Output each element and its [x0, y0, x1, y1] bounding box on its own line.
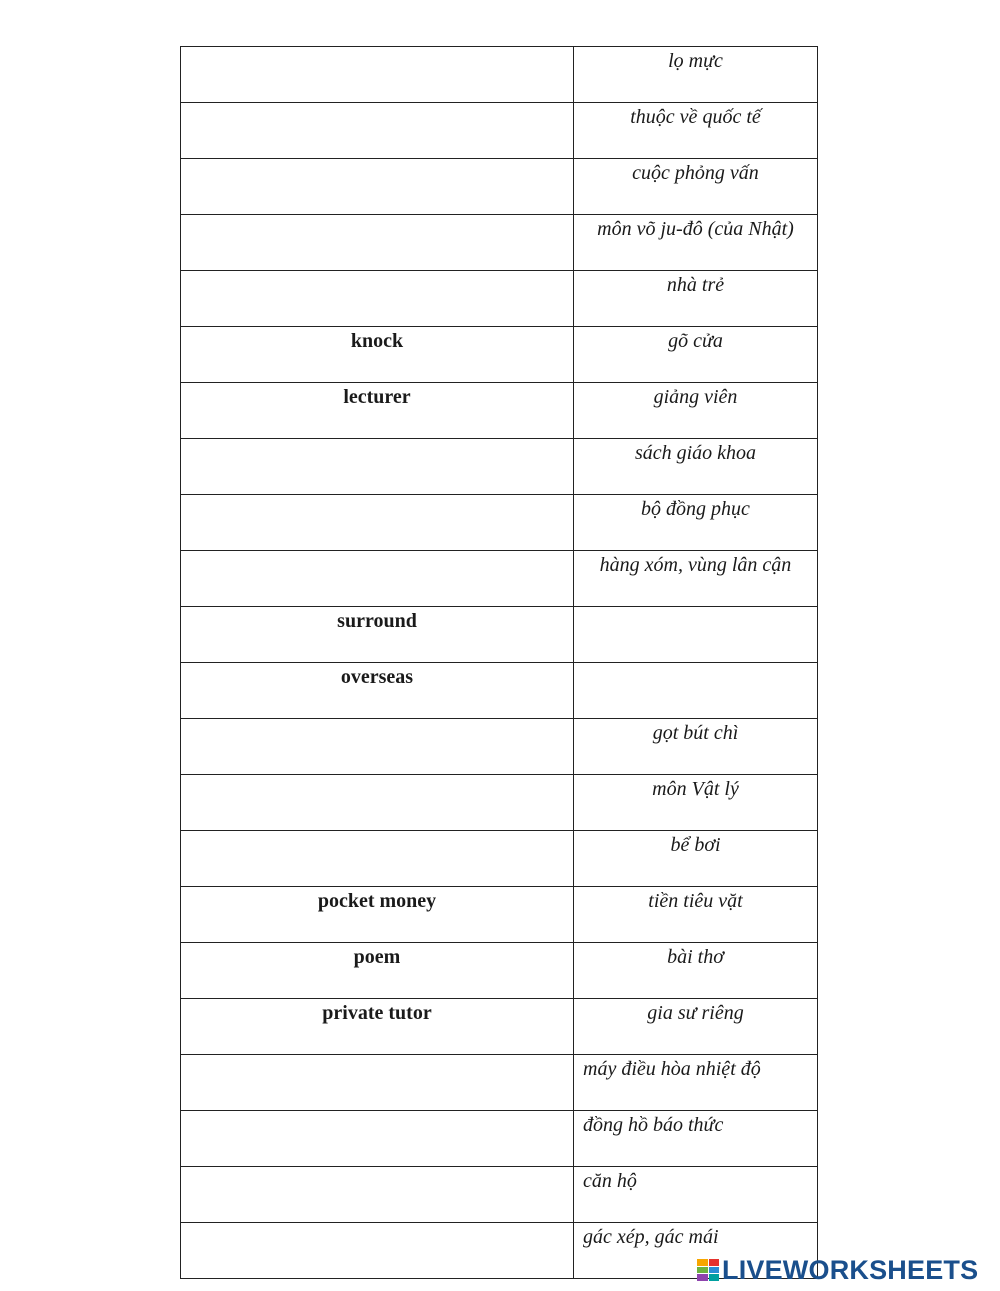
table-row — [181, 383, 818, 439]
vietnamese-meaning-cell: cuộc phỏng vấn — [574, 159, 818, 215]
vietnamese-meaning-cell: lọ mực — [574, 47, 818, 103]
english-word-cell[interactable] — [181, 271, 574, 327]
vietnamese-meaning-cell: gác xép, gác mái — [574, 1223, 818, 1279]
vietnamese-meaning-cell: nhà trẻ — [574, 271, 818, 327]
table-row — [181, 271, 818, 327]
english-word-cell[interactable] — [181, 439, 574, 495]
vietnamese-meaning-cell: môn võ ju-đô (của Nhật) — [574, 215, 818, 271]
table-row — [181, 159, 818, 215]
english-word-cell[interactable] — [181, 775, 574, 831]
table-row — [181, 607, 818, 663]
vietnamese-meaning-cell[interactable] — [574, 607, 818, 663]
table-row — [181, 495, 818, 551]
english-word-cell[interactable] — [181, 495, 574, 551]
vietnamese-meaning-cell: đồng hồ báo thức — [574, 1111, 818, 1167]
english-word-cell[interactable] — [181, 551, 574, 607]
table-row — [181, 943, 818, 999]
english-word-cell[interactable] — [181, 831, 574, 887]
table-row — [181, 327, 818, 383]
table-row — [181, 775, 818, 831]
vietnamese-meaning-cell: sách giáo khoa — [574, 439, 818, 495]
english-word-cell[interactable] — [181, 1055, 574, 1111]
logo-square — [697, 1259, 708, 1266]
english-word-cell[interactable] — [181, 1167, 574, 1223]
vietnamese-meaning-cell: hàng xóm, vùng lân cận — [574, 551, 818, 607]
table-row — [181, 1111, 818, 1167]
english-word-cell[interactable] — [181, 215, 574, 271]
english-word-cell[interactable] — [181, 1223, 574, 1279]
vietnamese-meaning-cell: giảng viên — [574, 383, 818, 439]
table-row — [181, 439, 818, 495]
table-row — [181, 719, 818, 775]
table-row — [181, 1055, 818, 1111]
english-word-cell: poem — [181, 943, 574, 999]
english-word-cell: pocket money — [181, 887, 574, 943]
english-word-cell[interactable] — [181, 1111, 574, 1167]
table-row — [181, 215, 818, 271]
english-word-cell: overseas — [181, 663, 574, 719]
table-row — [181, 887, 818, 943]
english-word-cell: knock — [181, 327, 574, 383]
logo-square — [697, 1267, 708, 1274]
vietnamese-meaning-cell: gọt bút chì — [574, 719, 818, 775]
vocabulary-table-body — [181, 47, 818, 1279]
vocabulary-table — [180, 46, 818, 1279]
vietnamese-meaning-cell: thuộc về quốc tế — [574, 103, 818, 159]
english-word-cell: surround — [181, 607, 574, 663]
table-row — [181, 831, 818, 887]
table-row — [181, 999, 818, 1055]
table-row — [181, 47, 818, 103]
english-word-cell[interactable] — [181, 159, 574, 215]
logo-square — [709, 1259, 720, 1266]
logo-square — [697, 1274, 708, 1281]
vietnamese-meaning-cell: môn Vật lý — [574, 775, 818, 831]
table-row — [181, 1167, 818, 1223]
vietnamese-meaning-cell[interactable] — [574, 663, 818, 719]
vietnamese-meaning-cell: bộ đồng phục — [574, 495, 818, 551]
liveworksheets-logo — [697, 1253, 978, 1287]
english-word-cell[interactable] — [181, 719, 574, 775]
table-row — [181, 663, 818, 719]
english-word-cell: lecturer — [181, 383, 574, 439]
vietnamese-meaning-cell: bài thơ — [574, 943, 818, 999]
english-word-cell[interactable] — [181, 47, 574, 103]
vietnamese-meaning-cell: tiền tiêu vặt — [574, 887, 818, 943]
table-row — [181, 551, 818, 607]
vietnamese-meaning-cell: gõ cửa — [574, 327, 818, 383]
logo-text: LIVEWORKSHEETS — [722, 1254, 979, 1285]
english-word-cell[interactable] — [181, 103, 574, 159]
english-word-cell: private tutor — [181, 999, 574, 1055]
vietnamese-meaning-cell: máy điều hòa nhiệt độ — [574, 1055, 818, 1111]
table-row — [181, 103, 818, 159]
logo-square — [709, 1274, 720, 1281]
vietnamese-meaning-cell: căn hộ — [574, 1167, 818, 1223]
vietnamese-meaning-cell: bể bơi — [574, 831, 818, 887]
logo-mark-icon — [697, 1259, 719, 1281]
vietnamese-meaning-cell: gia sư riêng — [574, 999, 818, 1055]
logo-square — [709, 1267, 720, 1274]
